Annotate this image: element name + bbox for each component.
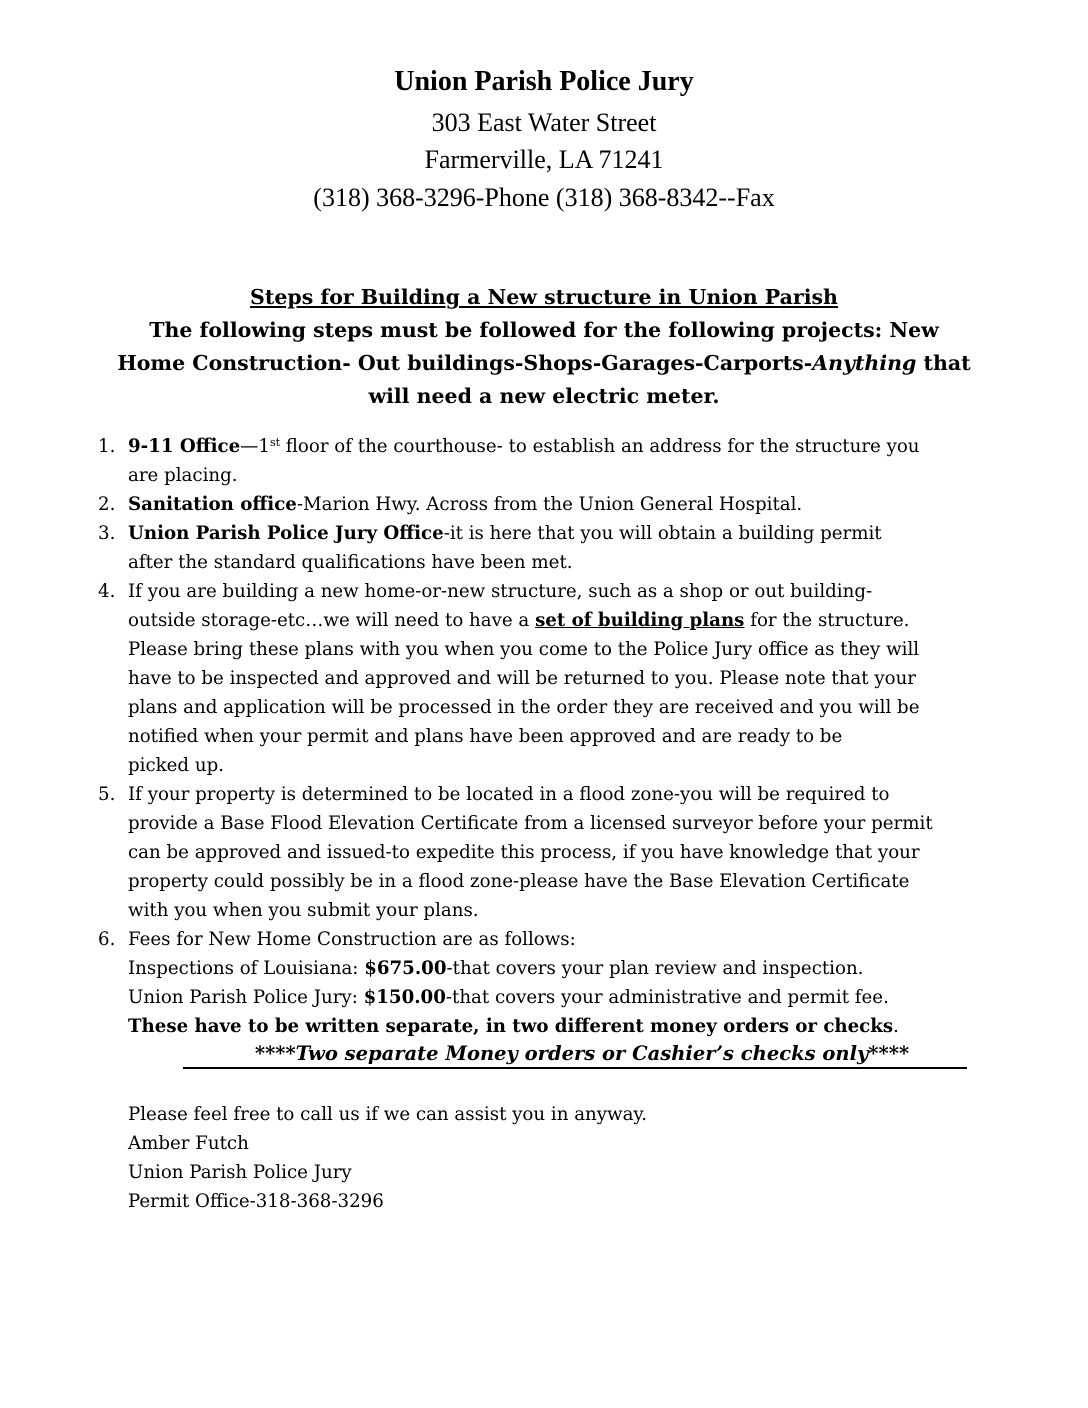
step-line: Please bring these plans with you when you come to the Police Jury office as they will — [128, 639, 920, 660]
step-line — [128, 519, 1068, 548]
step-line — [128, 606, 1068, 635]
step-item — [0, 577, 1088, 780]
step-item — [0, 519, 1088, 577]
step-text: —1 — [240, 436, 270, 457]
fee-amount: $150.00 — [363, 987, 446, 1008]
requirements-line-2-text: Home Construction- Out buildings-Shops-Garages-Carports- — [117, 351, 813, 375]
step-line: picked up. — [128, 755, 224, 776]
step-line: Fees for New Home Construction are as follows: — [128, 929, 576, 950]
payment-notice — [0, 1039, 1088, 1069]
step-line — [128, 432, 1068, 461]
step-line: If your property is determined to be located in a flood zone-you will be required to — [128, 784, 890, 805]
steps-title: Steps for Building a New structure in Union Parish — [250, 285, 838, 309]
step-line: after the standard qualifications have been met. — [128, 552, 573, 573]
payment-note — [128, 1012, 1068, 1041]
signer-name: Amber Futch — [128, 1133, 249, 1154]
step-number: 4. — [98, 581, 116, 602]
step-line: provide a Base Flood Elevation Certificate from a licensed surveyor before your permit — [128, 813, 933, 834]
payment-notice-text: ****Two separate Money orders or Cashier’s checks only**** — [254, 1042, 910, 1065]
step-number: 3. — [98, 523, 116, 544]
requirements-anything: Anything — [812, 351, 917, 375]
ordinal-suffix: st — [269, 436, 281, 449]
fee-amount: $675.00 — [364, 958, 447, 979]
step-line: can be approved and issued-to expedite this process, if you have knowledge that your — [128, 842, 920, 863]
step-text: outside storage-etc…we will need to have a — [128, 610, 536, 631]
step-item — [0, 780, 1088, 925]
fee-line — [128, 954, 1068, 983]
building-plans-emphasis: set of building plans — [535, 610, 745, 631]
city-state-zip: Farmerville, LA 71241 — [424, 145, 664, 174]
phone-fax: (318) 368-3296-Phone (318) 368-8342--Fax — [313, 183, 775, 212]
step-label: Sanitation office — [128, 494, 297, 515]
step-number: 6. — [98, 929, 116, 950]
closing-line: Please feel free to call us if we can assist you in anyway. — [128, 1104, 648, 1125]
step-line: notified when your permit and plans have been approved and are ready to be — [128, 726, 843, 747]
requirements-line-2 — [0, 347, 1088, 380]
requirements-line-1: The following steps must be followed for the following projects: New — [149, 318, 939, 342]
step-text: for the structure. — [744, 610, 910, 631]
notice-underline — [183, 1067, 967, 1069]
step-label: 9-11 Office — [128, 436, 241, 457]
payment-note-end: . — [893, 1016, 899, 1037]
fee-line — [128, 983, 1068, 1012]
fee-label: Inspections of Louisiana: — [128, 958, 365, 979]
fee-label: Union Parish Police Jury: — [128, 987, 364, 1008]
step-item — [0, 925, 1088, 1041]
step-line: plans and application will be processed in the order they are received and you will be — [128, 697, 920, 718]
closing-block — [128, 1100, 647, 1216]
step-line: with you when you submit your plans. — [128, 900, 479, 921]
step-number: 2. — [98, 494, 116, 515]
permit-office-phone: Permit Office-318-368-3296 — [128, 1191, 384, 1212]
step-item — [0, 490, 1088, 519]
step-line: property could possibly be in a flood zone-please have the Base Elevation Certificate — [128, 871, 910, 892]
signer-org: Union Parish Police Jury — [128, 1162, 352, 1183]
requirements-intro — [0, 314, 1088, 413]
payment-note-text: These have to be written separate, in two different money orders or checks — [128, 1016, 894, 1037]
org-title: Union Parish Police Jury — [394, 66, 694, 97]
step-line: are placing. — [128, 465, 238, 486]
fee-description: -that covers your administrative and permit fee. — [445, 987, 889, 1008]
requirements-line-3: will need a new electric meter. — [368, 384, 720, 408]
requirements-line-2-end: that — [916, 351, 971, 375]
step-number: 1. — [98, 436, 116, 457]
step-text: -Marion Hwy. Across from the Union General Hospital. — [296, 494, 803, 515]
step-line: have to be inspected and approved and will be returned to you. Please note that your — [128, 668, 916, 689]
step-line — [128, 490, 1068, 519]
fee-description: -that covers your plan review and inspection. — [446, 958, 864, 979]
step-line: If you are building a new home-or-new structure, such as a shop or out building- — [128, 581, 873, 602]
step-number: 5. — [98, 784, 116, 805]
step-label: Union Parish Police Jury Office — [128, 523, 444, 544]
step-text: floor of the courthouse- to establish an address for the structure you — [280, 436, 920, 457]
step-item — [0, 432, 1088, 490]
street-address: 303 East Water Street — [431, 108, 657, 137]
steps-list — [0, 432, 1088, 1041]
step-text: -it is here that you will obtain a building permit — [443, 523, 882, 544]
